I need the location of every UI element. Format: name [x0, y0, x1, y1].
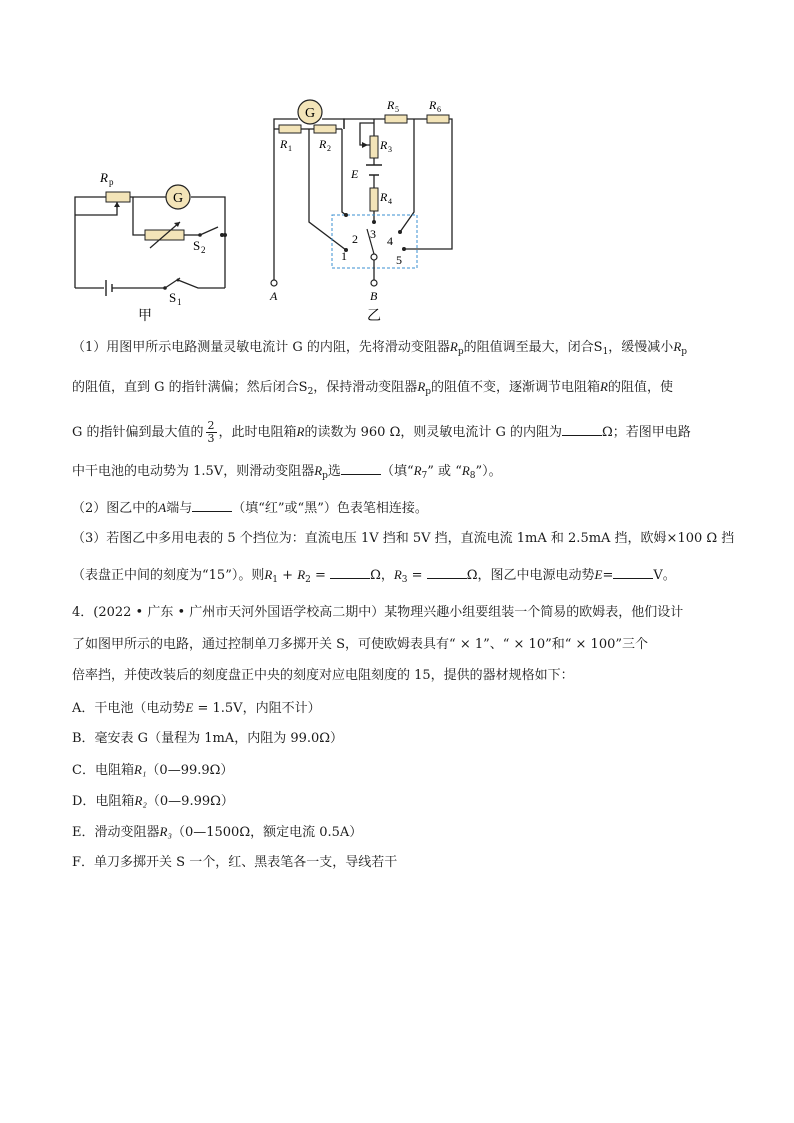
- q3-part1-line1: （1）用图甲所示电路测量灵敏电流计 G 的内阻，先将滑动变阻器$R_p$的阻值调至最大，闭合$S_1$，缓慢减小$R_p$: [72, 339, 688, 357]
- r1-label: R: [280, 137, 288, 151]
- s2-label-sub: 2: [201, 245, 206, 255]
- battery-e-icon: [366, 165, 382, 175]
- q4-option-e: E．滑动变阻器R₃（0—1500Ω，额定电流 0.5A）: [72, 824, 363, 840]
- q3-part3-line1: （3）若图乙中多用电表的 5 个挡位为：直流电压 1V 挡和 5V 挡，直流电流 1mA 和 2.5mA 挡，欧姆×100 Ω 挡: [72, 531, 735, 546]
- q4-option-f: F．单刀多掷开关 S 一个，红、黑表笔各一支，导线若干: [72, 855, 398, 870]
- answer-blank-r3[interactable]: [427, 566, 467, 579]
- q3-part1-line4: 中干电池的电动势为 1.5V，则滑动变阻器$R_p$选 （填“$R_7$” 或 “$R_8$”）。: [72, 463, 502, 481]
- r4-label: R: [380, 190, 388, 204]
- answer-blank-internal-resistance[interactable]: [562, 423, 602, 436]
- r1-label-sub: 1: [288, 144, 292, 153]
- answer-blank-rheostat-choice[interactable]: [341, 462, 381, 475]
- s1-label: S: [169, 290, 177, 305]
- figure-yi-caption: 乙: [367, 309, 381, 324]
- position-1-label: 1: [341, 249, 347, 263]
- r3-label-sub: 3: [388, 145, 392, 154]
- battery-icon: [106, 280, 112, 296]
- answer-blank-emf[interactable]: [613, 566, 653, 579]
- galvanometer-label: G: [172, 191, 184, 206]
- answer-blank-r1-r2[interactable]: [330, 566, 370, 579]
- q4-option-c: C．电阻箱R₁（0—99.9Ω）: [72, 762, 234, 778]
- q4-stem-line1: 4．(2022 • 广东 • 广州市天河外国语学校高二期中）某物理兴趣小组要组装一个简易的欧姆表，他们设计: [72, 605, 684, 620]
- position-5-label: 5: [396, 253, 402, 267]
- selector-pivot: [371, 254, 377, 260]
- r5-label-sub: 5: [395, 105, 399, 114]
- r4-label-sub: 4: [388, 197, 392, 206]
- q4-option-b: B．毫安表 G（量程为 1mA，内阻为 99.0Ω）: [72, 731, 344, 746]
- terminal-b-label: B: [370, 289, 378, 303]
- r6-resistor: [427, 115, 449, 123]
- r3-label: R: [380, 138, 388, 152]
- q3-part2: （2）图乙中的A端与 （填“红”或“黑”）色表笔相连接。: [72, 500, 428, 516]
- q4-option-a: A．干电池（电动势E = 1.5V，内阻不计）: [72, 700, 321, 716]
- q4-stem-line2: 了如图甲所示的电路，通过控制单刀多掷开关 S，可使欧姆表具有“ × 1”、“ × 10”和“ × 100”三个: [72, 637, 649, 652]
- r5-label: R: [387, 98, 395, 112]
- circuit-figure-jia: [60, 160, 240, 330]
- q3-part1-line3: G 的指针偏到最大值的 $\frac{2}{3}$ ，此时电阻箱R的读数为 960 Ω，则灵敏电流计 G 的内阻为 Ω；若图甲电路: [72, 419, 691, 445]
- r6-label: R: [429, 98, 437, 112]
- emf-label: E: [351, 167, 359, 181]
- r2-resistor: [314, 125, 336, 133]
- terminal-b: [371, 280, 377, 286]
- q3-part1-line2: 的阻值，直到 G 的指针满偏；然后闭合$S_2$，保持滑动变阻器$R_p$的阻值不变，逐渐调节电阻箱R的阻值，使: [72, 379, 674, 397]
- position-4-label: 4: [387, 234, 393, 248]
- q3-part3-line2: （表盘正中间的刻度为“15”）。则$R_1 + R_2 = \Omega$，$R_3 = \Omega$，图乙中电源电动势E= V。: [72, 567, 676, 585]
- rp-resistor: [106, 192, 130, 202]
- r1-resistor: [279, 125, 301, 133]
- position-3-label: 3: [370, 227, 376, 241]
- r4-resistor: [370, 188, 378, 211]
- rp-label: R: [100, 170, 108, 185]
- rp-label-sub: p: [109, 177, 114, 187]
- r5-resistor: [385, 115, 407, 123]
- fraction-two-thirds: $\frac{2}{3}$: [207, 419, 215, 445]
- r2-label-sub: 2: [327, 144, 331, 153]
- position-2-label: 2: [352, 232, 358, 246]
- circuit-figure-yi: [262, 92, 462, 330]
- terminal-a-label: A: [270, 289, 278, 303]
- q4-option-d: D．电阻箱R₂（0—9.99Ω）: [72, 793, 234, 809]
- r6-label-sub: 6: [437, 105, 441, 114]
- answer-blank-probe-color[interactable]: [192, 499, 232, 512]
- terminal-a: [271, 280, 277, 286]
- s1-label-sub: 1: [177, 297, 182, 307]
- r2-label: R: [319, 137, 327, 151]
- galvanometer-yi-label: G: [304, 106, 316, 121]
- s2-label: S: [193, 238, 201, 253]
- figure-jia-caption: 甲: [138, 309, 152, 324]
- q4-stem-line3: 倍率挡，并使改装后的刻度盘正中央的刻度对应电阻刻度的 15，提供的器材规格如下：: [72, 668, 574, 683]
- r3-resistor: [370, 136, 378, 158]
